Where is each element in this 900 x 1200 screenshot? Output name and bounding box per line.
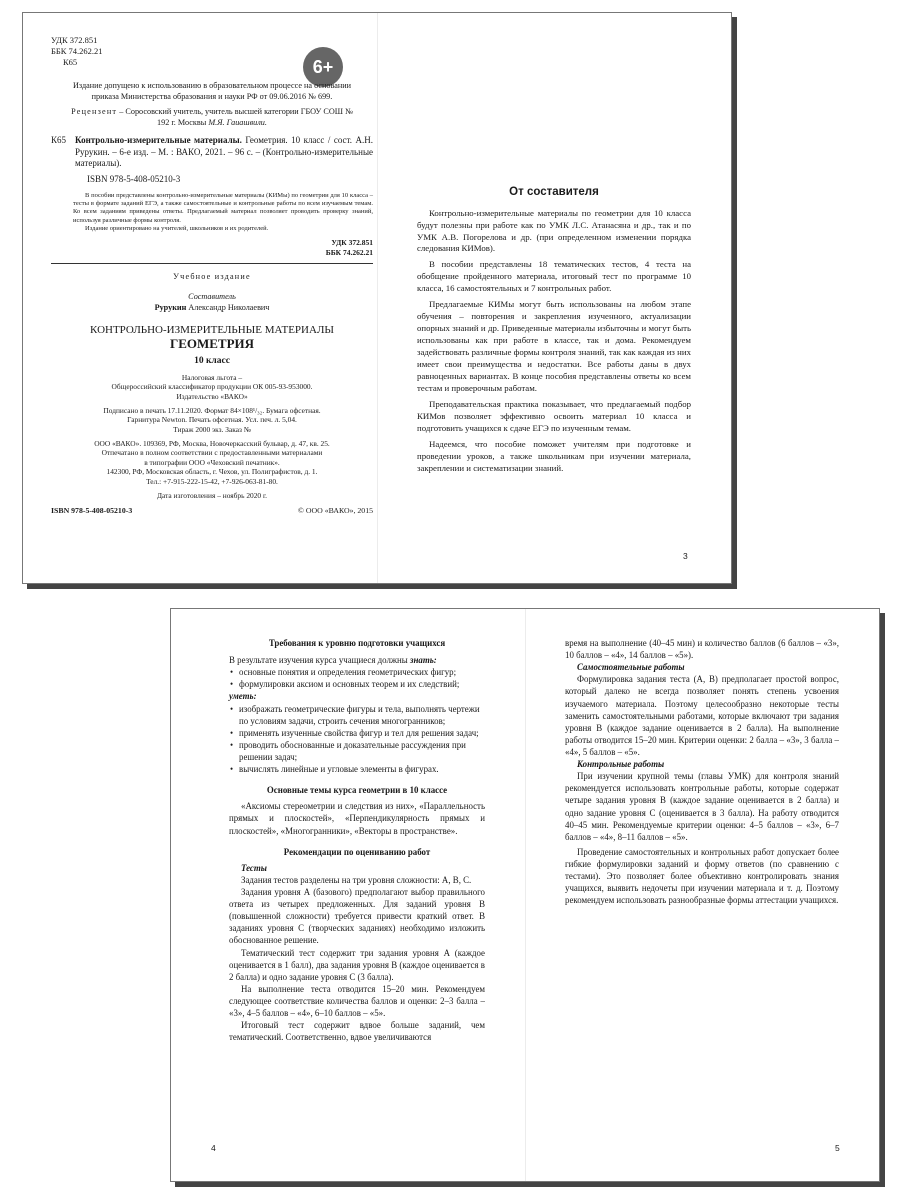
isbn-footer: ISBN 978-5-408-05210-3 — [51, 506, 133, 516]
topics-heading: Основные темы курса геометрии в 10 классе — [266, 785, 448, 796]
reviewer-text: – Соросовский учитель, учитель высшей категории ГБОУ СОШ № 192 г. Москвы — [119, 107, 353, 127]
udk-code-repeat: УДК 372.851 — [331, 238, 373, 248]
print-line-2: Гарнитура Newton. Печать офсетная. Усл. печ. л. 5,04. — [127, 415, 297, 425]
tests-paragraph: Тематический тест содержит три задания уровня А (каждое оценивается в 1 балл), два задания уровня В (каждое оценивается в 2 балла) и одно задание уровня С (3 балла). — [229, 947, 485, 982]
catalog-title: Контрольно-измерительные материалы. — [75, 135, 242, 145]
printed-line-2: в типографии ООО «Чеховский печатник». — [144, 457, 280, 467]
printed-line-1: Отпечатано в полном соответствии с предоставленными материалами — [101, 448, 323, 458]
compiler-surname: Рурукин — [154, 302, 187, 312]
udk-bbk-repeat — [51, 238, 373, 258]
preface-paragraph: В пособии представлены 18 тематических тестов, 4 теста на обобщение пройденного материала, итоговый тест по программе 10 класса, 16 самостоятельных и 7 контрольных работ. — [417, 259, 691, 294]
list-item: • формулировки аксиом и основных теорем и их следствий; — [229, 678, 485, 690]
reviewer-line — [51, 107, 373, 128]
list-item: • изображать геометрические фигуры и тела, выполнять чертежи по условиям задачи, строить сечения многогранников; — [229, 703, 485, 727]
tax-line: Налоговая льгота – — [181, 372, 243, 382]
classifier-line: Общероссийский классификатор продукции ОК 005-93-953000. — [111, 382, 313, 392]
know-label: знать: — [410, 655, 437, 666]
catalog-card — [51, 135, 373, 186]
audience-text: Издание ориентировано на учителей, школьников и их родителей. — [85, 225, 269, 232]
preface-paragraph: Предлагаемые КИМы могут быть использованы на любом этапе обучения – повторения и закрепления изученного, актуализации опорных знаний и др. Приведенные материалы избыточны и могут быть использованы как при работе в классе, так и дома. Рекомендуем задействовать различные формы контроля знаний, так как каждая из них имеет свои преимущества и недостатки. Все работы даны в двух равноценных вариантах. В конце пособия представлены ответы ко всем тестам и проверочным работам. — [417, 299, 691, 393]
spread-fold — [377, 13, 378, 583]
compiler-line — [51, 303, 373, 314]
spread-fold — [525, 609, 526, 1181]
preface-paragraph: Контрольно-измерительные материалы по геометрии для 10 класса будут полезны при работе как по УМК Л.С. Атанасяна и др., так и по УМК А.В. Погорелова и др. (при определенном изменении порядка следования КИМов). — [417, 207, 691, 254]
requirements-heading: Требования к уровню подготовки учащихся — [268, 638, 446, 648]
requirements-intro — [229, 654, 485, 666]
copyright: © ООО «ВАКО», 2015 — [298, 506, 373, 516]
spread-pages-2-3 — [22, 12, 732, 584]
publisher-address: ООО «ВАКО». 109369, РФ, Москва, Новочеркасский бульвар, д. 47, кв. 25. — [94, 438, 330, 448]
preface-column — [417, 185, 691, 475]
manufactured-date: Дата изготовления – ноябрь 2020 г. — [156, 490, 268, 500]
left-page-column — [229, 637, 485, 1043]
list-item: • вычислять линейные и угловые элементы в фигурах. — [229, 763, 485, 775]
bbk-code: ББК 74.262.21 — [51, 46, 103, 57]
printed-line-4: Тел.: +7-915-222-15-42, +7-926-063-81-80. — [146, 477, 278, 487]
grading-heading: Рекомендации по оцениванию работ — [283, 846, 431, 857]
preface-heading: От составителя — [509, 186, 599, 198]
preface-paragraph: Преподавательская практика показывает, что предлагаемый подбор КИМов позволяет эффективно освоить материал 10 класса и подготовить учащихся к сдаче ЕГЭ по изученным темам. — [417, 398, 691, 433]
series-title: КОНТРОЛЬНО-ИЗМЕРИТЕЛЬНЫЕ МАТЕРИАЛЫ — [90, 324, 334, 337]
grade-title: 10 класс — [194, 355, 230, 366]
abstract-text: В пособии представлены контрольно-измерительные материалы (КИМы) по геометрии для 10 класса – тесты в формате заданий ЕГЭ, а также самостоятельные и контрольные работы по всем изучаемым темам. Ко всем заданиям приведены ответы. Предлагаемый материал позволяет проводить проверку знаний, используя различные формы контроля. — [73, 191, 373, 224]
imprint-footer — [51, 506, 373, 516]
control-work-label: Контрольные работы — [577, 759, 665, 770]
page-number-4: 4 — [211, 1143, 216, 1153]
udk-bbk-block — [51, 35, 103, 68]
self-work-label: Самостоятельные работы — [577, 662, 685, 673]
printed-line-3: 142300, РФ, Московская область, г. Чехов, ул. Полиграфистов, д. 1. — [106, 467, 318, 477]
compiler-label: Составитель — [188, 292, 236, 302]
can-list — [229, 703, 485, 776]
print-line-3: Тираж 2000 экз. Заказ № — [173, 424, 251, 434]
list-item: • проводить обоснованные и доказательные рассуждения при решении задач; — [229, 739, 485, 763]
self-work-text: Формулировка задания теста (А, В) предполагает простой вопрос, который далеко не всегда позволяет понять степень усвоения изучаемого материала. Поэтому целесообразно некоторые тесты заменить самостоятельными работами, которые включают три задания уровня В (каждое задание оценивается в 2 балла). На выполнение работы отводится 15–20 мин. Критерии оценки: 2 балла – «3», 3 балла – «4», 5 баллов – «5». — [565, 674, 839, 757]
spread-pages-4-5 — [170, 608, 880, 1182]
imprint-column — [51, 81, 373, 516]
print-line-1: Подписано в печать 17.11.2020. Формат 84×108¹/₃₂. Бумага офсетная. — [103, 405, 321, 415]
page-number-5: 5 — [835, 1143, 840, 1153]
right-page-column — [565, 637, 839, 906]
print-details — [51, 373, 373, 501]
continuation-text: время на выполнение (40–45 мин) и количество баллов (6 баллов – «3», 10 баллов – «4», 14 баллов – «5»). — [565, 638, 839, 661]
subject-title: ГЕОМЕТРИЯ — [169, 336, 255, 352]
bbk-code-repeat: ББК 74.262.21 — [325, 248, 373, 258]
edition-type: Учебное издание — [173, 271, 251, 281]
catalog-body — [75, 135, 373, 186]
reviewer-name: М.Я. Гаиашвили. — [208, 117, 267, 127]
tests-paragraph: На выполнение теста отводится 15–20 мин. Рекомендуем следующее соответствие количества баллов и оценки: 2–3 балла – «3», 4–5 баллов – «4», 6–10 баллов – «5». — [229, 983, 485, 1019]
tests-paragraph: Задания уровня А (базового) предполагают выбор правильного ответа из четырех предложенных. Для заданий уровня В (повышенной сложности) требуется привести краткий ответ. В заданиях уровня С (творческих заданиях) необходимо изложить обоснованное решение. — [229, 886, 485, 946]
approval-note: Издание допущено к использованию в образовательном процессе на основании приказа Министерства образования и науки РФ от 09.06.2016 № 699. — [72, 81, 352, 101]
compiler-given-names: Александр Николаевич — [188, 302, 270, 312]
udk-code: УДК 372.851 — [51, 35, 98, 45]
catalog-code: К65 — [51, 135, 67, 145]
final-text: Проведение самостоятельных и контрольных работ допускает более гибкие формулировки заданий и форму ответов (по сравнению с тестами). Это позволяет более объективно контролировать знания учащихся, выявить недочеты при изучении материала и т. д. Поэтому рекомендуем использовать разнообразные формы аттестации учащихся. — [565, 846, 839, 906]
tests-paragraph: Задания тестов разделены на три уровня сложности: А, В, С. — [241, 874, 472, 885]
tests-paragraph: Итоговый тест содержит вдвое больше заданий, чем тематический. Соответственно, вдвое увеличиваются — [229, 1020, 485, 1043]
requirements-intro-text: В результате изучения курса учащиеся должны — [229, 655, 408, 666]
topics-text: «Аксиомы стереометрии и следствия из них», «Параллельность прямых и плоскостей», «Перпендикулярность прямых и плоскостей», «Многогранники», «Векторы в пространстве». — [229, 801, 485, 836]
know-list — [229, 666, 485, 690]
author-mark: К65 — [63, 57, 78, 68]
divider-line — [51, 263, 373, 264]
page-number-3: 3 — [683, 551, 688, 561]
list-item: • применять изученные свойства фигур и тел для решения задач; — [229, 727, 485, 739]
catalog-description: Геометрия. 10 класс / сост. А.Н. Рурукин. – 6-е изд. – М. : ВАКО, 2021. – 96 с. – (Контрольно-измерительные материалы). — [75, 135, 373, 169]
list-item: • основные понятия и определения геометрических фигур; — [229, 666, 485, 678]
age-rating-badge: 6+ — [303, 47, 343, 87]
control-work-text: При изучении крупной темы (главы УМК) для контроля знаний рекомендуется использовать контрольные работы, которые содержат четыре задания уровня В (каждое задание оценивается в 2 балла) и одно задание уровня С (оценивается в 3 балла). На работу отводится 40–45 мин. Рекомендуемые критерии оценки: 4–5 баллов – «3», 6–7 баллов – «4», 8–11 баллов – «5». — [565, 771, 839, 842]
preface-paragraph: Надеемся, что пособие поможет учителям при подготовке и проведении уроков, а также школьникам при изучении материала, закреплении и систематизации знаний. — [417, 438, 691, 473]
can-label: уметь: — [229, 691, 257, 702]
publisher-line: Издательство «ВАКО» — [176, 392, 248, 402]
abstract-block — [51, 192, 373, 234]
reviewer-label: Рецензент — [71, 107, 118, 116]
tests-label: Тесты — [241, 862, 267, 873]
catalog-isbn: ISBN 978-5-408-05210-3 — [87, 174, 181, 185]
